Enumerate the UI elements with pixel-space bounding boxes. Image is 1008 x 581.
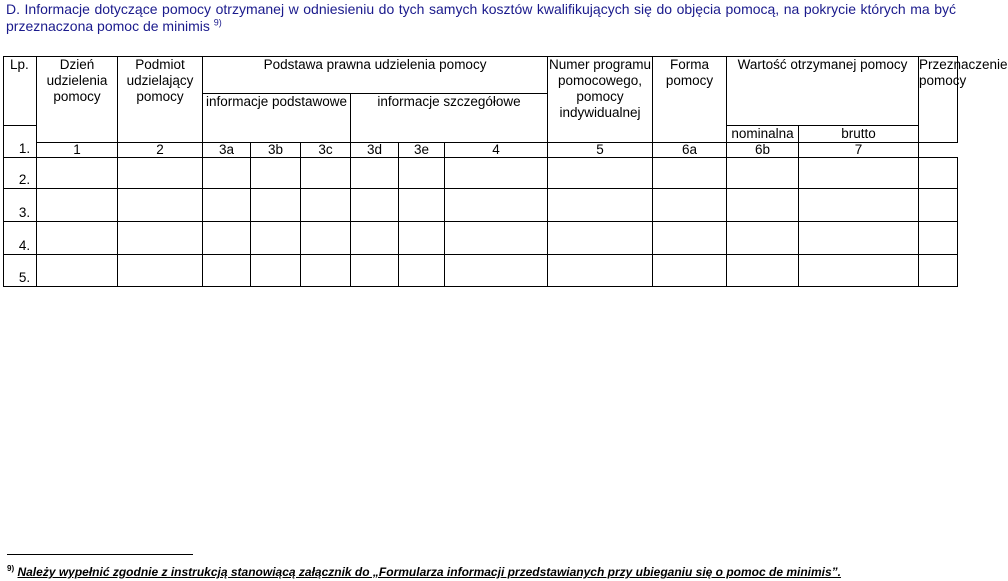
table-cell[interactable] bbox=[351, 158, 399, 189]
table-cell[interactable] bbox=[399, 255, 445, 287]
table-cell[interactable] bbox=[203, 222, 251, 255]
table-cell[interactable] bbox=[251, 158, 301, 189]
section-heading-text: D. Informacje dotyczące pomocy otrzymanej w odniesieniu do tych samych kosztów kwalifikujących się do objęcia pomocą, na pokrycie których ma być przeznaczona pomoc de minimis bbox=[6, 1, 956, 34]
footnote bbox=[7, 562, 957, 579]
header-brutto: brutto bbox=[799, 126, 919, 143]
table-cell[interactable] bbox=[399, 189, 445, 222]
row-label-4: 4. bbox=[4, 222, 37, 255]
table-cell[interactable] bbox=[399, 158, 445, 189]
header-lp: Lp. bbox=[4, 57, 37, 126]
row-label-1: 1. bbox=[4, 126, 37, 158]
table-cell[interactable] bbox=[727, 189, 799, 222]
table-cell[interactable] bbox=[445, 158, 548, 189]
aid-info-table bbox=[3, 56, 1008, 287]
header-nominalna: nominalna bbox=[727, 126, 799, 143]
table-cell[interactable] bbox=[301, 158, 351, 189]
header-informacje-szczegolowe: informacje szczegółowe bbox=[351, 94, 548, 143]
table-cell[interactable] bbox=[251, 189, 301, 222]
table-cell[interactable] bbox=[203, 189, 251, 222]
table-cell[interactable] bbox=[727, 222, 799, 255]
table-row bbox=[4, 158, 958, 189]
table-cell[interactable] bbox=[351, 222, 399, 255]
column-number: 3e bbox=[399, 143, 445, 158]
table-cell[interactable] bbox=[799, 222, 919, 255]
table-cell[interactable] bbox=[118, 255, 203, 287]
column-number: 3d bbox=[351, 143, 399, 158]
section-heading bbox=[6, 1, 956, 35]
table-cell[interactable] bbox=[548, 255, 653, 287]
header-podstawa-prawna: Podstawa prawna udzielenia pomocy bbox=[203, 57, 548, 94]
footnote-reference: 9) bbox=[213, 17, 222, 28]
column-number: 4 bbox=[445, 143, 548, 158]
table-cell[interactable] bbox=[399, 222, 445, 255]
table-cell[interactable] bbox=[653, 255, 727, 287]
column-number: 6a bbox=[653, 143, 727, 158]
table-cell[interactable] bbox=[37, 189, 118, 222]
table-cell[interactable] bbox=[351, 189, 399, 222]
footnote-text: Należy wypełnić zgodnie z instrukcją stanowiącą załącznik do „Formularza informacji przedstawianych przy ubieganiu się o pomoc de minimis”. bbox=[17, 565, 842, 579]
table-cell[interactable] bbox=[919, 255, 958, 287]
table-cell[interactable] bbox=[548, 158, 653, 189]
table-cell[interactable] bbox=[548, 222, 653, 255]
table-cell[interactable] bbox=[301, 222, 351, 255]
table-cell[interactable] bbox=[37, 158, 118, 189]
row-label-5: 5. bbox=[4, 255, 37, 287]
table-cell[interactable] bbox=[919, 222, 958, 255]
table-row bbox=[4, 222, 958, 255]
column-number: 3b bbox=[251, 143, 301, 158]
table-cell[interactable] bbox=[445, 222, 548, 255]
table-cell[interactable] bbox=[251, 222, 301, 255]
header-dzien-udzielenia: Dzień udzielenia pomocy bbox=[37, 57, 118, 143]
footnote-number: 9) bbox=[7, 564, 15, 573]
table-cell[interactable] bbox=[203, 255, 251, 287]
table-cell[interactable] bbox=[118, 222, 203, 255]
header-wartosc-pomocy: Wartość otrzymanej pomocy bbox=[727, 57, 919, 126]
table-cell[interactable] bbox=[799, 255, 919, 287]
table-cell[interactable] bbox=[445, 189, 548, 222]
footnote-divider bbox=[7, 554, 193, 555]
table-cell[interactable] bbox=[653, 189, 727, 222]
column-number: 3a bbox=[203, 143, 251, 158]
table-cell[interactable] bbox=[118, 158, 203, 189]
column-number: 1 bbox=[37, 143, 118, 158]
header-informacje-podstawowe: informacje podstawowe bbox=[203, 94, 351, 143]
header-numer-programu: Numer programu pomocowego, pomocy indywidualnej bbox=[548, 57, 653, 143]
header-podmiot-udzielajacy: Podmiot udzielający pomocy bbox=[118, 57, 203, 143]
table-cell[interactable] bbox=[301, 189, 351, 222]
header-forma-pomocy: Forma pomocy bbox=[653, 57, 727, 143]
table-row bbox=[4, 189, 958, 222]
table-cell[interactable] bbox=[919, 189, 958, 222]
column-number: 7 bbox=[799, 143, 919, 158]
table-cell[interactable] bbox=[799, 158, 919, 189]
table-cell[interactable] bbox=[548, 189, 653, 222]
column-number: 6b bbox=[727, 143, 799, 158]
row-label-3: 3. bbox=[4, 189, 37, 222]
table-cell[interactable] bbox=[37, 255, 118, 287]
table-cell[interactable] bbox=[37, 222, 118, 255]
column-number: 3c bbox=[301, 143, 351, 158]
table-cell[interactable] bbox=[445, 255, 548, 287]
column-number: 2 bbox=[118, 143, 203, 158]
table-cell[interactable] bbox=[727, 255, 799, 287]
table-cell[interactable] bbox=[799, 189, 919, 222]
table-cell[interactable] bbox=[203, 158, 251, 189]
table-row bbox=[4, 255, 958, 287]
table-cell[interactable] bbox=[301, 255, 351, 287]
table-cell[interactable] bbox=[727, 158, 799, 189]
table-cell[interactable] bbox=[919, 158, 958, 189]
column-number: 5 bbox=[548, 143, 653, 158]
table-cell[interactable] bbox=[653, 158, 727, 189]
table-cell[interactable] bbox=[118, 189, 203, 222]
table-cell[interactable] bbox=[251, 255, 301, 287]
table-cell[interactable] bbox=[653, 222, 727, 255]
row-label-2: 2. bbox=[4, 158, 37, 189]
table-cell[interactable] bbox=[351, 255, 399, 287]
header-przeznaczenie: Przeznaczenie pomocy bbox=[919, 57, 958, 143]
